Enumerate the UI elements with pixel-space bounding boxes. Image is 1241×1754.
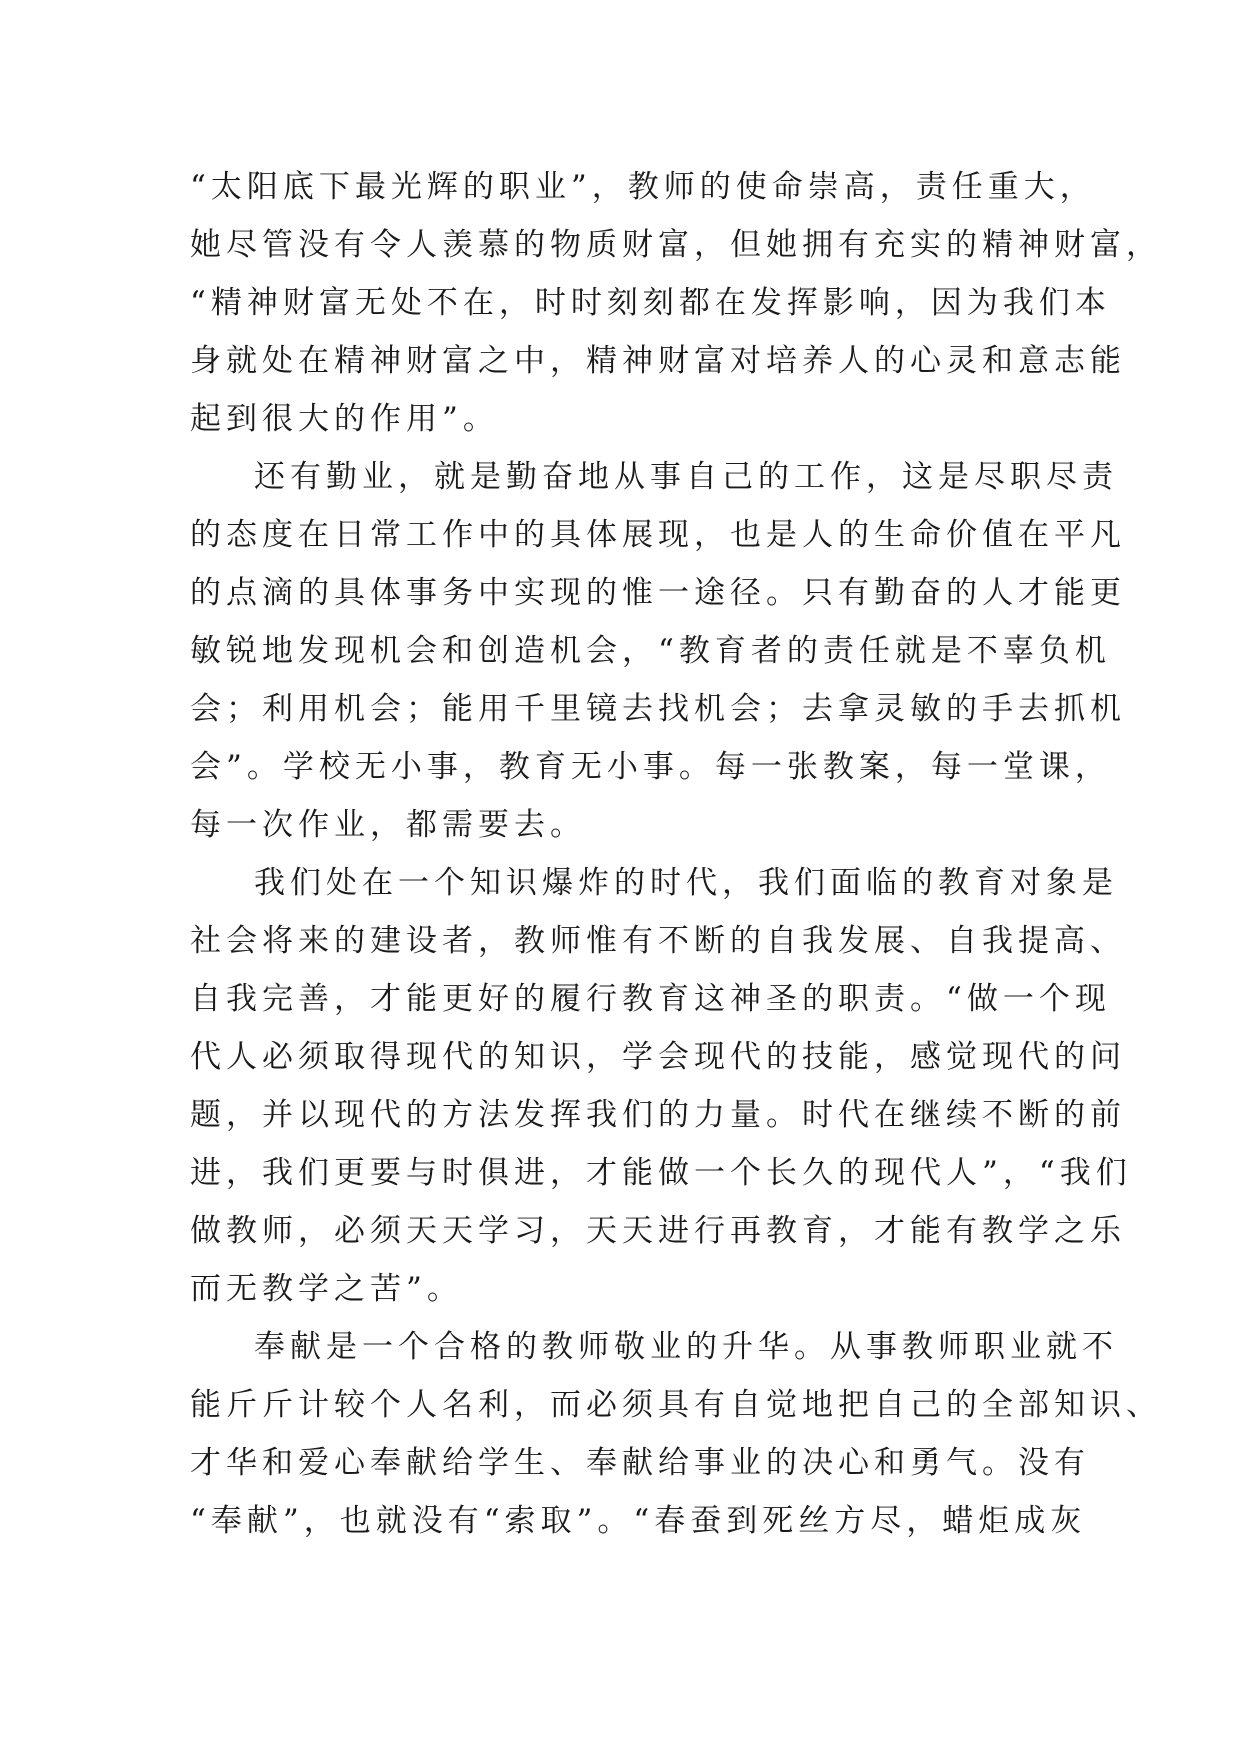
paragraph-first-line: 奉献是一个合格的教师敬业的升华。从事教师职业就不 bbox=[254, 1329, 1118, 1365]
text-line: “奉献”，也就没有“索取”。“春蚕到死丝方尽，蜡炬成灰 bbox=[190, 1503, 1087, 1539]
text-line: 代人必须取得现代的知识，学会现代的技能，感觉现代的问 bbox=[190, 1039, 1126, 1075]
text-line: 题，并以现代的方法发挥我们的力量。时代在继续不断的前 bbox=[190, 1097, 1126, 1133]
body-text bbox=[190, 158, 1162, 1550]
text-line: 每一次作业，都需要去。 bbox=[190, 807, 586, 843]
text-line: 进，我们更要与时俱进，才能做一个长久的现代人”，“我们 bbox=[190, 1155, 1132, 1191]
text-line: 能斤斤计较个人名利，而必须具有自觉地把自己的全部知识、 bbox=[190, 1387, 1162, 1423]
text-line: 的态度在日常工作中的具体展现，也是人的生命价值在平凡 bbox=[190, 517, 1126, 553]
text-line: 的点滴的具体事务中实现的惟一途径。只有勤奋的人才能更 bbox=[190, 575, 1126, 611]
text-line: 会；利用机会；能用千里镜去找机会；去拿灵敏的手去抓机 bbox=[190, 691, 1126, 727]
text-line: 而无教学之苦”。 bbox=[190, 1271, 463, 1307]
paragraph-first-line: 还有勤业，就是勤奋地从事自己的工作，这是尽职尽责 bbox=[254, 459, 1118, 495]
text-line: 会”。学校无小事，教育无小事。每一张教案，每一堂课， bbox=[190, 749, 1111, 785]
text-line: 自我完善，才能更好的履行教育这神圣的职责。“做一个现 bbox=[190, 981, 1111, 1017]
text-line: 敏锐地发现机会和创造机会，“教育者的责任就是不辜负机 bbox=[190, 633, 1111, 669]
text-line: 做教师，必须天天学习，天天进行再教育，才能有教学之乐 bbox=[190, 1213, 1126, 1249]
text-line: 身就处在精神财富之中，精神财富对培养人的心灵和意志能 bbox=[190, 343, 1126, 379]
text-line: “太阳底下最光辉的职业”，教师的使命崇高，责任重大， bbox=[190, 169, 1096, 205]
text-line: 起到很大的作用”。 bbox=[190, 401, 499, 437]
text-line: 才华和爱心奉献给学生、奉献给事业的决心和勇气。没有 bbox=[190, 1445, 1090, 1481]
text-line: “精神财富无处不在，时时刻刻都在发挥影响，因为我们本 bbox=[190, 285, 1111, 321]
text-line: 她尽管没有令人羡慕的物质财富，但她拥有充实的精神财富， bbox=[190, 227, 1162, 263]
paragraph-first-line: 我们处在一个知识爆炸的时代，我们面临的教育对象是 bbox=[254, 865, 1118, 901]
text-line: 社会将来的建设者，教师惟有不断的自我发展、自我提高、 bbox=[190, 923, 1126, 959]
